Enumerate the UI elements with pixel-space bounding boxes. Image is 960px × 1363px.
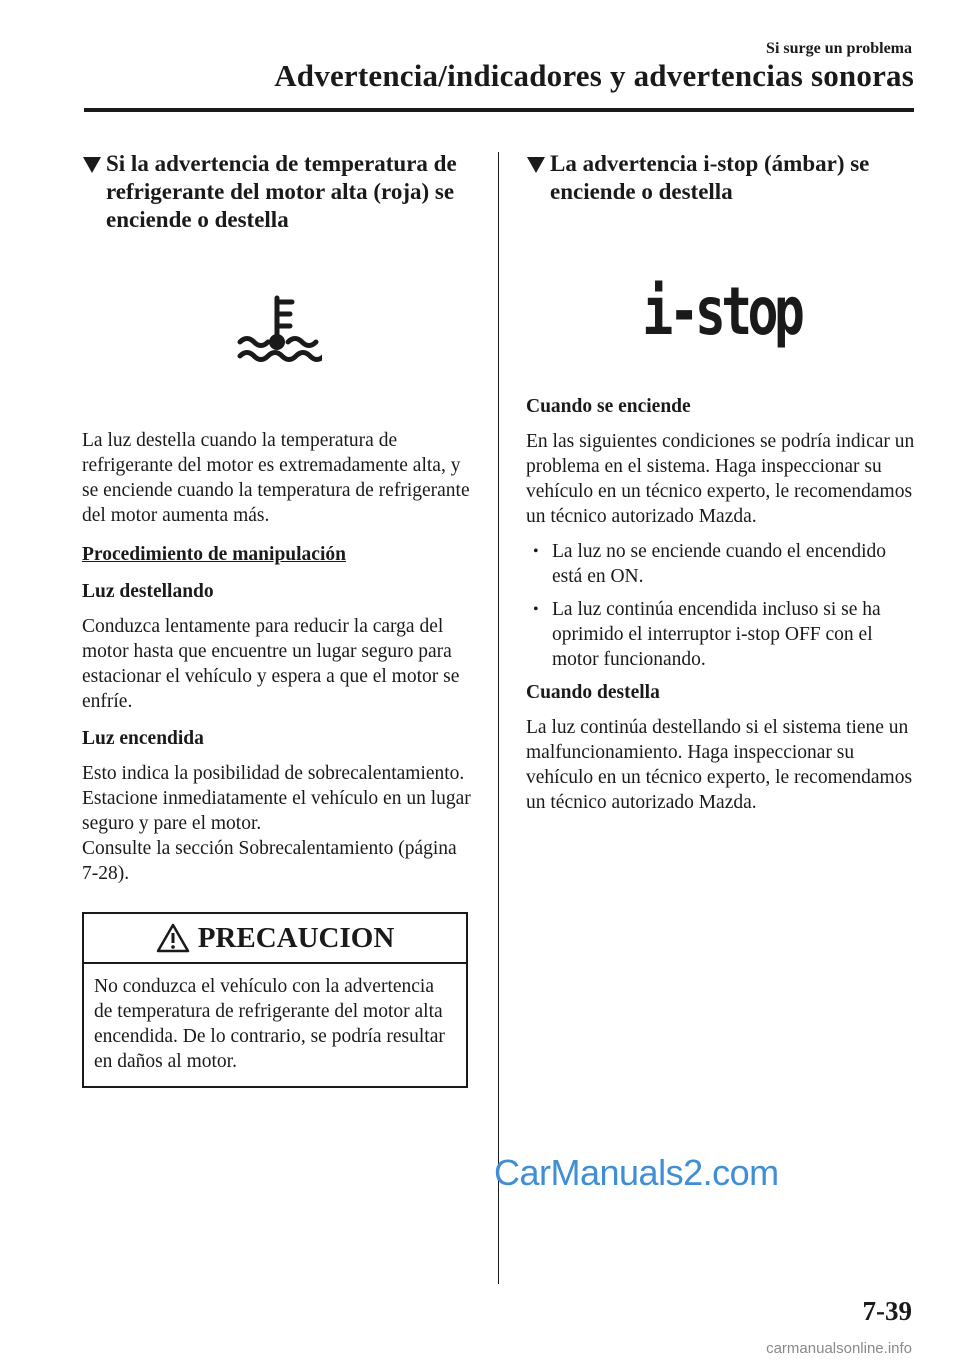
when-flash-title: Cuando destella bbox=[526, 682, 660, 703]
istop-bullets bbox=[526, 539, 916, 672]
caution-text: No conduzca el vehículo con la advertencia de temperatura de refrigerante del motor alta encendida. De lo contrario, se podría resultar en daños al motor. bbox=[94, 976, 445, 1072]
watermark-logo: CarManuals2.com bbox=[494, 1152, 779, 1193]
header-chapter-title: Advertencia/indicadores y advertencias sonoras bbox=[274, 58, 914, 93]
when-on-text: En las siguientes condiciones se podría indicar un problema en el sistema. Haga inspeccionar su vehículo en un técnico experto, le recomendamos un técnico autorizado Mazda. bbox=[526, 431, 915, 527]
triangle-down-icon bbox=[82, 156, 102, 174]
list-item: • La luz continúa encendida incluso si se ha oprimido el interruptor i-stop OFF con el motor funcionando. bbox=[526, 597, 916, 672]
caution-box bbox=[82, 912, 468, 1088]
flashing-title: Luz destellando bbox=[82, 581, 214, 602]
caution-title: PRECAUCION bbox=[197, 921, 395, 954]
header-rule bbox=[84, 108, 914, 112]
header-section-label: Si surge un problema bbox=[766, 40, 912, 57]
left-column bbox=[82, 150, 472, 1088]
footer-watermark: carmanualsonline.info bbox=[766, 1340, 912, 1357]
when-flash-text: La luz continúa destellando si el sistema tiene un malfuncionamiento. Haga inspeccionar su vehículo en un técnico experto, le recomendamos un técnico autorizado Mazda. bbox=[526, 717, 913, 813]
light-on-title: Luz encendida bbox=[82, 728, 204, 749]
overheat-reference: Consulte la sección Sobrecalentamiento (página 7-28). bbox=[82, 838, 457, 884]
column-divider bbox=[498, 152, 499, 1284]
istop-heading-text: La advertencia i-stop (ámbar) se enciende o destella bbox=[550, 151, 870, 204]
coolant-intro: La luz destella cuando la temperatura de refrigerante del motor es extremadamente alta, y se enciende cuando la temperatura de refrigerante del motor aumenta más. bbox=[82, 430, 470, 526]
when-on-title: Cuando se enciende bbox=[526, 396, 691, 417]
right-column bbox=[526, 150, 916, 815]
coolant-section-heading bbox=[82, 150, 472, 234]
coolant-icon-wrap bbox=[82, 292, 472, 384]
engine-coolant-temperature-icon bbox=[232, 292, 322, 372]
triangle-down-icon bbox=[526, 156, 546, 174]
procedure-title: Procedimiento de manipulación bbox=[82, 544, 346, 565]
coolant-heading-text: Si la advertencia de temperatura de refrigerante del motor alta (roja) se enciende o destella bbox=[106, 151, 457, 232]
list-item: • La luz no se enciende cuando el encendido está en ON. bbox=[526, 539, 916, 589]
flashing-text: Conduzca lentamente para reducir la carga del motor hasta que encuentre un lugar seguro para estacionar el vehículo y espera a que el motor se enfríe. bbox=[82, 616, 460, 712]
caution-header bbox=[84, 914, 466, 964]
istop-section-heading bbox=[526, 150, 916, 206]
light-on-text: Esto indica la posibilidad de sobrecalentamiento. Estacione inmediatamente el vehículo en un lugar seguro y pare el motor. bbox=[82, 763, 471, 834]
istop-icon-wrap bbox=[526, 268, 916, 356]
page-number: 7-39 bbox=[862, 1296, 912, 1326]
warning-triangle-icon bbox=[156, 923, 190, 953]
istop-indicator-icon: i-stop bbox=[642, 273, 800, 350]
